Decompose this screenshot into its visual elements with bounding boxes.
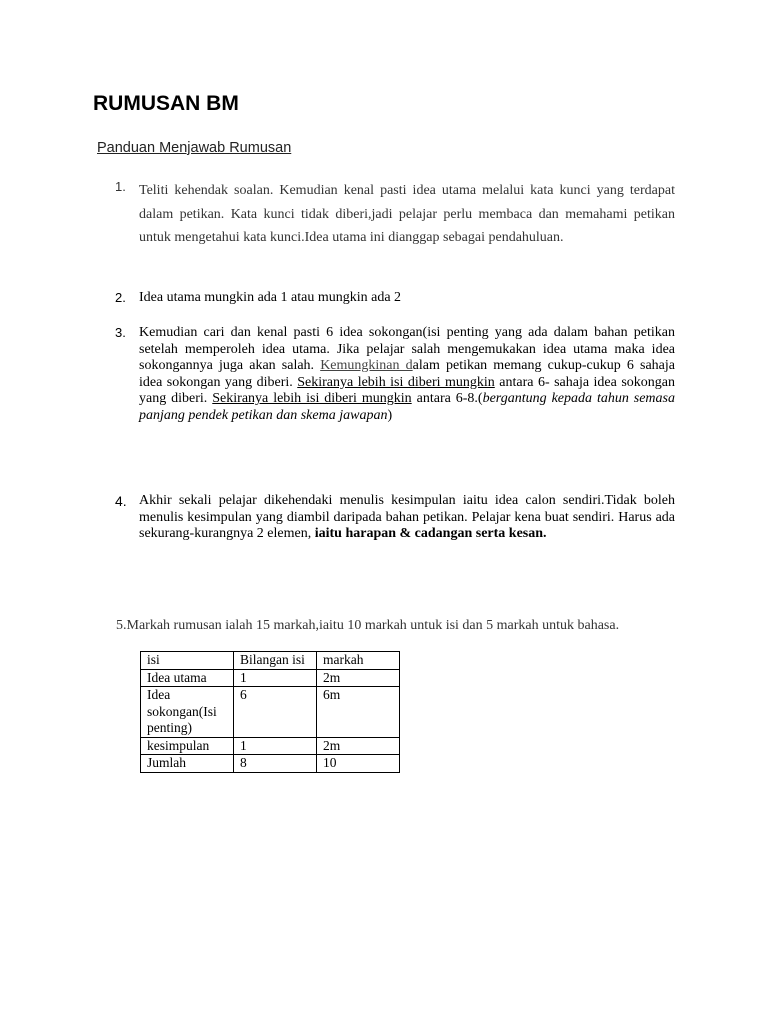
text-run: alam petikan memang cukup-cukup 6 sahaja idea sokongan yang diberi. [139,358,675,390]
table-cell: Jumlah [141,755,234,773]
list-item-2 [115,290,675,306]
table-cell: 8 [234,755,317,773]
table-row [141,737,400,755]
table-header-cell: isi [141,652,234,670]
table-cell: Idea utama [141,669,234,687]
marks-table [140,651,400,773]
text-run: antara 6- sahaja idea sokongan yang diberi. [139,374,675,407]
list-number: 1. [115,179,126,194]
underlined-text: Sekiranya lebih isi diberi mungkin [212,391,412,407]
list-item-text: Idea utama mungkin ada 1 atau mungkin ada 2 [139,290,402,305]
text-run: ) [387,407,393,423]
text-run: antara 6-8.( [411,391,483,407]
table-cell: 1 [234,669,317,687]
bold-text: iaitu harapan & cadangan serta kesan. [314,526,547,542]
text-run: Kemudian cari dan kenal pasti 6 idea sokongan(isi penting yang ada dalam bahan petikan setelah memperoleh idea utama. Jika pelajar salah mengemukakan idea utama maka idea sokongannya juga akan salah. [139,325,675,374]
list-item-1 [115,179,675,250]
italic-text: bergantung kepada tahun semasa panjang pendek petikan dan skema jawapan [139,391,675,423]
table-cell: 10 [317,755,400,773]
list-number: 3. [115,325,126,340]
table-cell: kesimpulan [141,737,234,755]
text-run: Akhir sekali pelajar dikehendaki menulis kesimpulan iaitu idea calon sendiri.Tidak boleh menulis kesimpulan yang diambil daripada bahan petikan. Pelajar kena buat sendiri. Harus ada sekurang-kurangnya 2 elemen, [139,493,675,542]
table-cell: 6 [234,687,317,738]
list-item-text [139,493,675,543]
table-row [141,687,400,738]
table-header-row [141,652,400,670]
list-item-text: Teliti kehendak soalan. Kemudian kenal pasti idea utama melalui kata kunci yang terdapat dalam petikan. Kata kunci tidak diberi,jadi pelajar perlu membaca dan memahami petikan untuk mengetahui kata kunci.Idea utama ini dianggap sebagai pendahuluan. [139,183,675,245]
list-item-text [139,325,675,425]
table-row [141,669,400,687]
underlined-text: Sekiranya lebih isi diberi mungkin [297,374,495,390]
table-cell: 1 [234,737,317,755]
table-cell: Idea sokongan(Isi penting) [141,687,234,738]
subtitle: Panduan Menjawab Rumusan [97,140,292,156]
table-row [141,755,400,773]
list-item-3 [115,325,675,425]
table-header-cell: Bilangan isi [234,652,317,670]
table-cell: 6m [317,687,400,738]
list-item-4 [115,493,675,543]
underlined-text: Kemungkinan d [320,358,413,374]
table-cell: 2m [317,669,400,687]
list-item-5: 5.Markah rumusan ialah 15 markah,iaitu 10 markah untuk isi dan 5 markah untuk bahasa. [116,618,620,633]
table-cell: 2m [317,737,400,755]
table-header-cell: markah [317,652,400,670]
list-number: 4. [115,493,127,509]
page-title: RUMUSAN BM [93,92,239,115]
list-number: 2. [115,290,126,305]
